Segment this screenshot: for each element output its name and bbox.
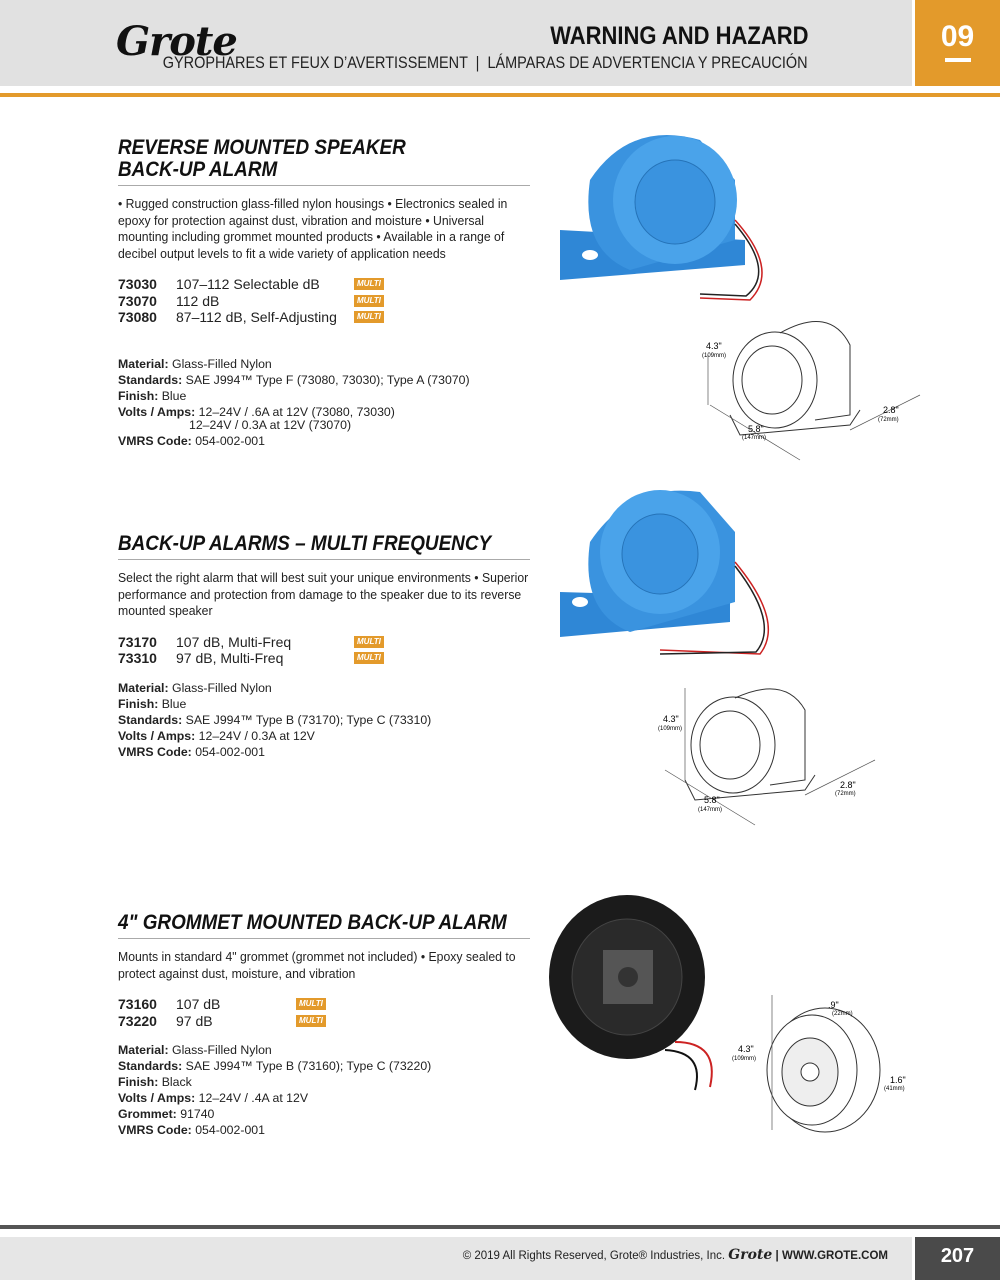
page-title: WARNING AND HAZARD — [549, 22, 808, 50]
part-row: 73220 97 dB MULTI — [118, 1013, 530, 1030]
divider — [118, 185, 530, 186]
svg-text:1.6": 1.6" — [890, 1075, 906, 1085]
specs: Material: Glass-Filled Nylon Standards: SAE J994™ Type F (73080, 73030); Type A (73070) Finish: Blue Volts / Amps: 12–24V / .6A at 12V (73080, 73030) 12–24V / 0.3A at 12V (73070) VMRS Code: 054-002-001 — [118, 356, 470, 448]
footer-divider — [0, 1225, 1000, 1229]
svg-text:(41mm): (41mm) — [884, 1086, 905, 1092]
page-header — [0, 0, 912, 86]
part-row: 73170 107 dB, Multi-Freq MULTI — [118, 634, 530, 651]
svg-text:(147mm): (147mm) — [742, 435, 767, 441]
divider — [118, 559, 530, 560]
section-title: REVERSE MOUNTED SPEAKER BACK-UP ALARM — [118, 136, 406, 181]
multi-badge: MULTI — [354, 652, 384, 664]
multi-badge: MULTI — [354, 311, 384, 323]
svg-text:(72mm): (72mm) — [878, 417, 899, 423]
svg-text:4.3": 4.3" — [738, 1044, 754, 1054]
section-title: BACK-UP ALARMS – MULTI FREQUENCY — [118, 532, 492, 555]
svg-text:2.8": 2.8" — [840, 780, 856, 790]
svg-text:4.3": 4.3" — [663, 714, 679, 724]
header-divider — [0, 93, 1000, 97]
parts-list — [118, 276, 530, 326]
section-tab — [915, 0, 1000, 86]
multi-badge: MULTI — [354, 295, 384, 307]
description: Select the right alarm that will best suit your unique environments • Superior performance and protection from damage to the speaker due to its reverse mounted speaker — [118, 570, 529, 618]
svg-text:(109mm): (109mm) — [732, 1056, 757, 1062]
dimension-diagram-2 — [655, 680, 915, 840]
svg-text:5.8": 5.8" — [704, 795, 720, 805]
blue-alarm-photo-2 — [550, 482, 780, 662]
black-grommet-alarm-photo — [545, 892, 725, 1092]
part-row: 73160 107 dB MULTI — [118, 996, 530, 1013]
website-link[interactable]: | WWW.GROTE.COM — [775, 1250, 888, 1262]
part-row: 73070 112 dB MULTI — [118, 293, 530, 310]
parts-list — [118, 634, 530, 667]
section-number: 09 — [940, 20, 975, 53]
multi-badge: MULTI — [354, 278, 384, 290]
subtitle-es: LÁMPARAS DE ADVERTENCIA Y PRECAUCIÓN — [487, 53, 808, 72]
section-title: 4" GROMMET MOUNTED BACK-UP ALARM — [118, 911, 507, 934]
svg-text:.9": .9" — [828, 1000, 839, 1010]
page-footer — [0, 1237, 912, 1280]
multi-badge: MULTI — [354, 636, 384, 648]
subtitle-fr: GYROPHARES ET FEUX D’AVERTISSEMENT — [163, 53, 469, 72]
svg-text:5.8": 5.8" — [748, 424, 764, 434]
parts-list — [118, 996, 530, 1029]
copyright: © 2019 All Rights Reserved, Grote® Industries, Inc. — [462, 1250, 726, 1262]
divider — [118, 938, 530, 939]
svg-text:2.8": 2.8" — [883, 405, 899, 415]
svg-text:4.3": 4.3" — [706, 341, 722, 351]
dimension-diagram-1 — [700, 305, 960, 465]
product-section-1 — [118, 137, 530, 449]
multi-badge: MULTI — [296, 998, 326, 1010]
product-section-3 — [118, 912, 530, 1138]
multi-badge: MULTI — [296, 1015, 326, 1027]
part-row: 73310 97 dB, Multi-Freq MULTI — [118, 650, 530, 667]
description: Mounts in standard 4" grommet (grommet not included) • Epoxy sealed to protect against dust, moisture, and vibration — [118, 949, 516, 981]
part-row: 73080 87–112 dB, Self-Adjusting MULTI — [118, 309, 530, 326]
svg-text:(72mm): (72mm) — [835, 791, 856, 797]
specs: Material: Glass-Filled Nylon Standards: SAE J994™ Type B (73160); Type C (73220) Finish: Black Volts / Amps: 12–24V / .4A at 12V Grommet: 91740 VMRS Code: 054-002-001 — [118, 1043, 432, 1137]
description: • Rugged construction glass-filled nylon housings • Electronics sealed in epoxy for protection against dust, vibration and moisture • Universal mounting including grommet mounted products • Available in a range of decibel output levels to fit a wide variety of application needs — [118, 196, 508, 261]
part-row: 73030 107–112 Selectable dB MULTI — [118, 276, 530, 293]
svg-text:(109mm): (109mm) — [658, 726, 683, 732]
dimension-diagram-3 — [730, 990, 930, 1140]
footer-logo: Grote — [728, 1247, 773, 1263]
blue-alarm-photo-1 — [550, 120, 780, 310]
svg-text:(147mm): (147mm) — [698, 807, 723, 813]
specs: Material: Glass-Filled Nylon Finish: Blue Standards: SAE J994™ Type B (73170); Type C (73310) Volts / Amps: 12–24V / 0.3A at 12V VMRS Code: 054-002-001 — [118, 680, 432, 759]
page-subtitle: GYROPHARES ET FEUX D’AVERTISSEMENT | LÁMPARAS DE ADVERTENCIA Y PRECAUCIÓN — [163, 53, 808, 72]
svg-text:(109mm): (109mm) — [702, 353, 727, 359]
page-number: 207 — [915, 1237, 1000, 1280]
product-section-2 — [118, 533, 530, 760]
svg-text:(22mm): (22mm) — [832, 1011, 853, 1017]
grote-logo: Grote — [116, 18, 237, 65]
